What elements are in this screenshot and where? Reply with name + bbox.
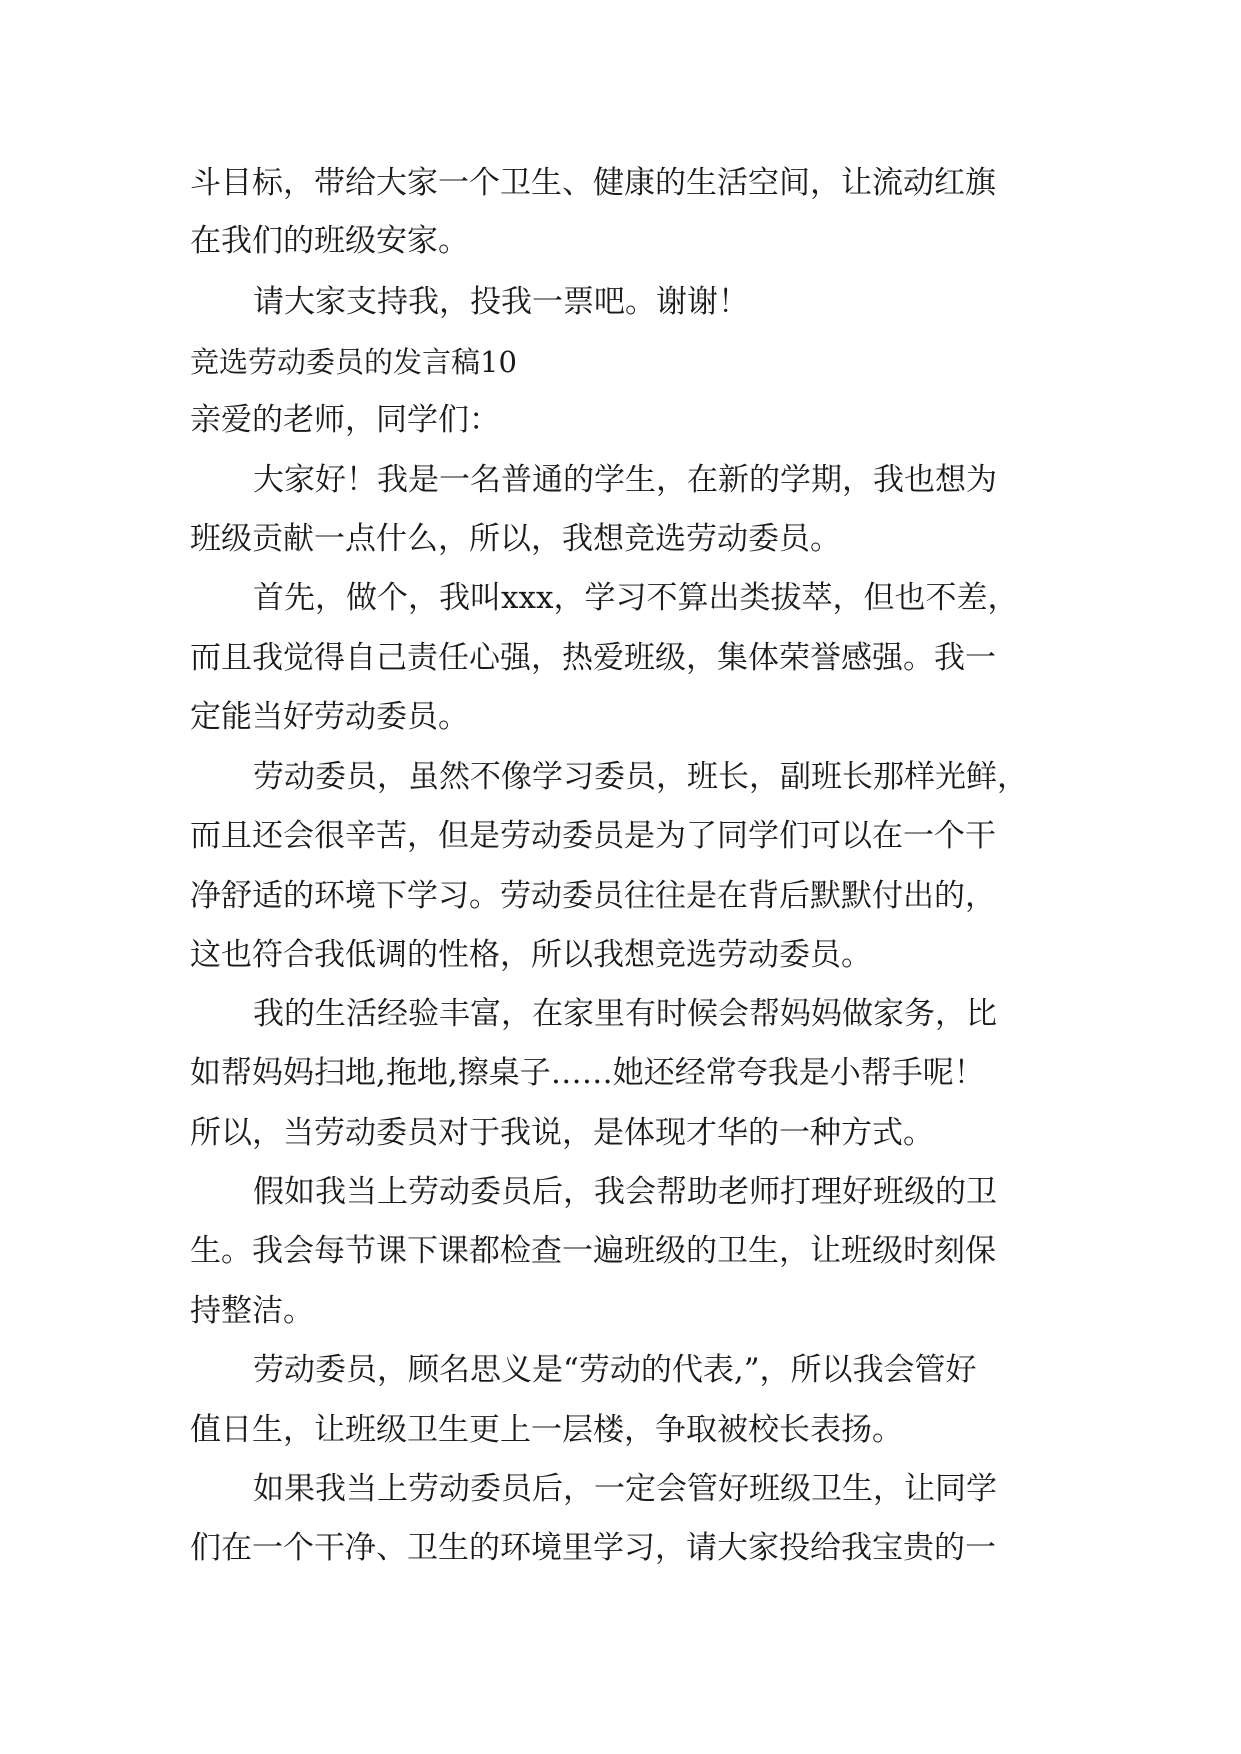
text-line: 值日生，让班级卫生更上一层楼，争取被校长表扬。 xyxy=(190,1412,903,1448)
text-line: 班级贡献一点什么，所以，我想竞选劳动委员。 xyxy=(190,521,841,557)
text-line: 持整洁。 xyxy=(190,1293,314,1329)
text-line: 这也符合我低调的性格，所以我想竞选劳动委员。 xyxy=(190,937,872,973)
text-line: 在我们的班级安家。 xyxy=(190,223,469,259)
text-line: 斗目标，带给大家一个卫生、健康的生活空间，让流动红旗 xyxy=(190,165,996,201)
text-line: 定能当好劳动委员。 xyxy=(190,699,469,735)
text-line: 生。我会每节课下课都检查一遍班级的卫生，让班级时刻保 xyxy=(190,1233,996,1269)
text-line: 净舒适的环境下学习。劳动委员往往是在背后默默付出的， xyxy=(190,878,996,914)
paragraph-line: 劳动委员，虽然不像学习委员，班长，副班长那样光鲜， xyxy=(253,759,1028,795)
salutation: 亲爱的老师，同学们： xyxy=(190,402,500,438)
text-line: 们在一个干净、卫生的环境里学习，请大家投给我宝贵的一 xyxy=(190,1530,996,1566)
text-line: 如帮妈妈扫地,拖地,擦桌子……她还经常夸我是小帮手呢！ xyxy=(190,1055,985,1091)
paragraph-line: 我的生活经验丰富，在家里有时候会帮妈妈做家务，比 xyxy=(253,996,997,1032)
section-title: 竞选劳动委员的发言稿10 xyxy=(190,345,517,379)
paragraph-line: 如果我当上劳动委员后，一定会管好班级卫生，让同学 xyxy=(253,1471,997,1507)
paragraph-line: 假如我当上劳动委员后，我会帮助老师打理好班级的卫 xyxy=(253,1174,997,1210)
text-line: 而且还会很辛苦，但是劳动委员是为了同学们可以在一个干 xyxy=(190,818,996,854)
paragraph-line: 大家好！我是一名普通的学生，在新的学期，我也想为 xyxy=(253,462,997,498)
text-line: 而且我觉得自己责任心强，热爱班级，集体荣誉感强。我一 xyxy=(190,640,996,676)
paragraph-line: 劳动委员，顾名思义是“劳动的代表,”，所以我会管好 xyxy=(253,1352,977,1388)
paragraph-line: 首先，做个，我叫xxx，学习不算出类拔萃，但也不差， xyxy=(253,580,1019,616)
paragraph-line: 请大家支持我，投我一票吧。谢谢！ xyxy=(253,284,749,320)
text-line: 所以，当劳动委员对于我说，是体现才华的一种方式。 xyxy=(190,1115,934,1151)
